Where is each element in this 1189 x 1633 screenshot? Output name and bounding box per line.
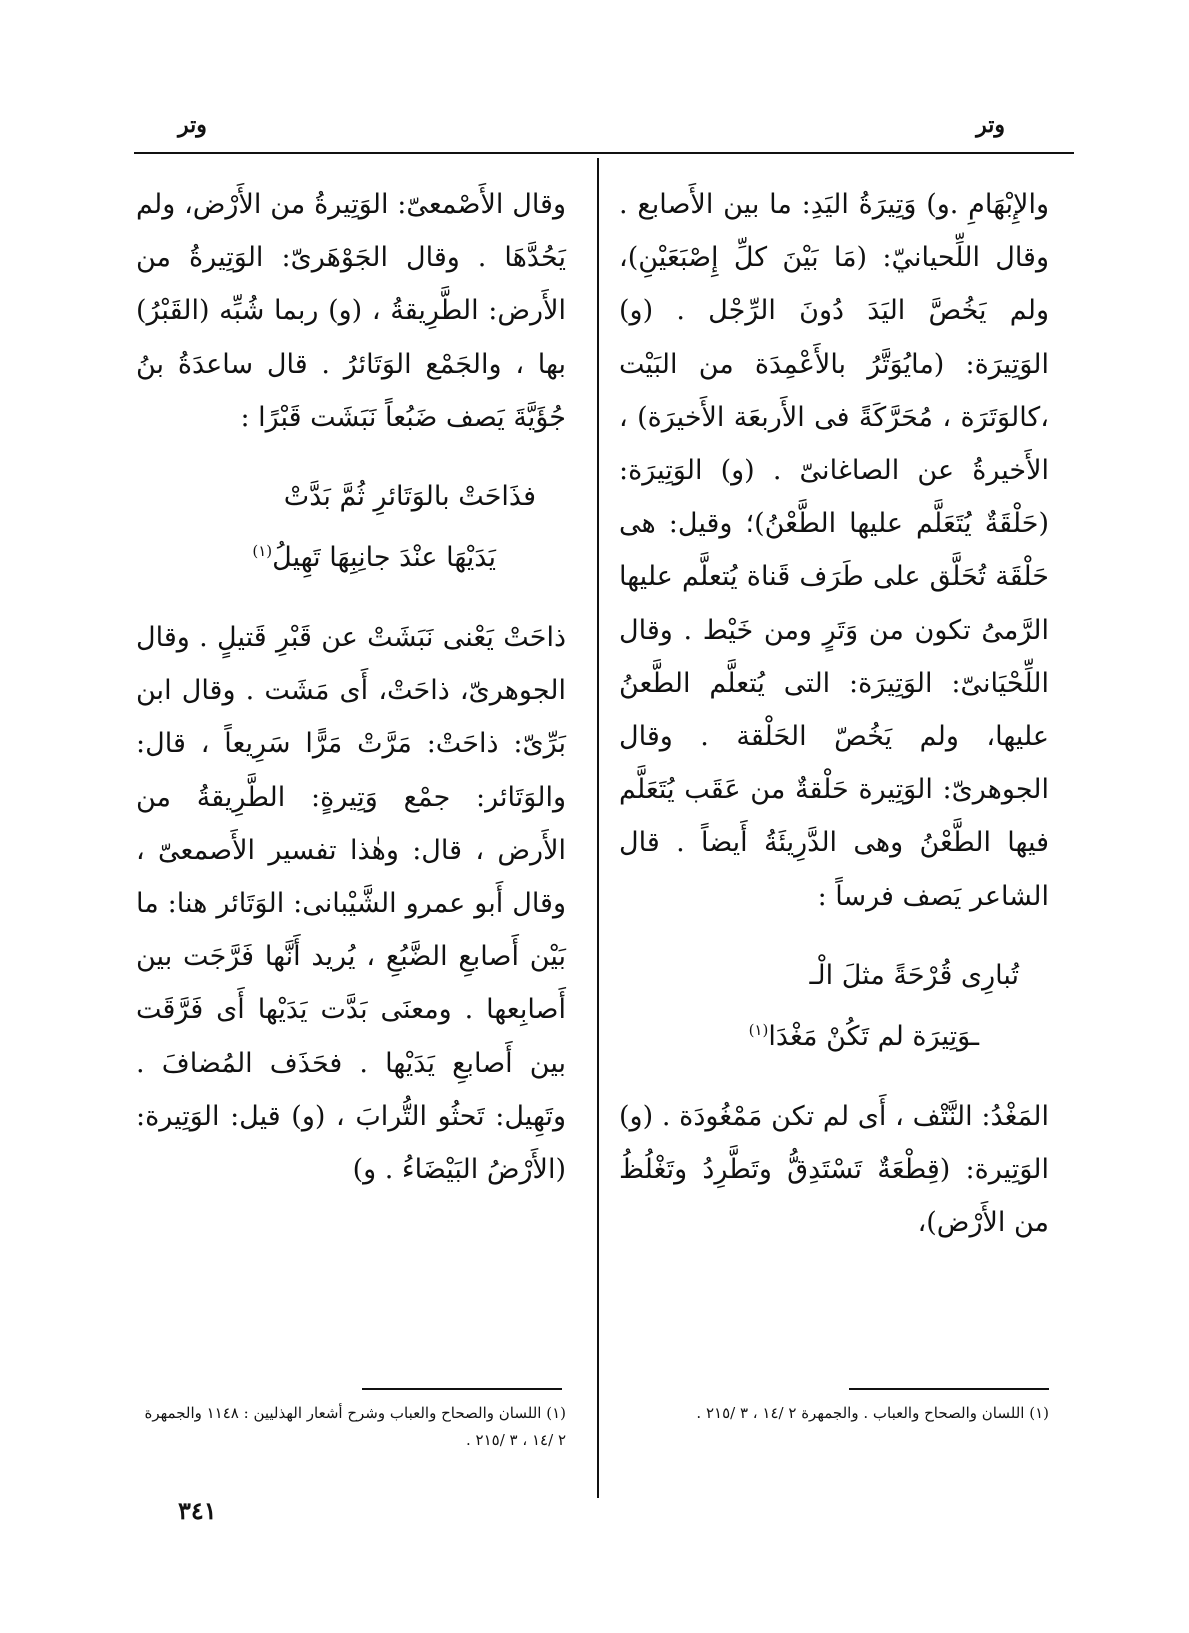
running-header-right: وتر — [976, 112, 1005, 138]
header-rule — [134, 152, 1074, 154]
left-footnote-rule — [362, 1388, 562, 1390]
page-number: ٣٤١ — [178, 1496, 217, 1525]
right-footnote-marker: (١) — [748, 1020, 769, 1039]
left-paragraph-2: ذاحَتْ يَعْنى نَبَشَتْ عن قَبْرِ قَتيلٍ . وقال الجوهرىّ، ذاحَتْ، أَى مَشَت . وقال ابن بَرِّىّ: ذاحَتْ: مَرَّتْ مَرًّا سَرِيعاً ، قال: والوَتَائر: جمْع وَتِيرةٍ: الطَّرِيقةُ من الأَرض ، قال: وهٰذا تفسير الأَصمعىّ ، وقال أَبو عمرو الشَّيْبانى: الوَتَائر هنا: ما بَيْن أَصابعِ الضَّبُعِ ، يُريد أَنَّها فَرَّجَت بين أَصابِعها . ومعنَى بَدَّت يَدَيْها أَى فَرَّقَت بين أَصابعِ يَدَيْها . فحَذَف المُضافَ . وتَهِيل: تَحثُو التُّرابَ ، (و) قيل: الوَتِيرة: (الأَرْضُ البَيْضَاءُ . و) — [136, 622, 566, 1186]
left-paragraph-1: وقال الأَصْمعىّ: الوَتِيرةُ من الأَرْض، ولم يَحُدَّهَا . وقال الجَوْهَرىّ: الوَتِيرةُ من الأَرض: الطَّرِيقةُ ، (و) ربما شُبِّه (القَبْرُ) بها ، والجَمْع الوَتَائرُ . قال ساعدَةُ بنُ جُؤَيَّةَ يَصف ضَبُعاً نَبَشَت قَبْرًا : — [136, 189, 566, 433]
left-footnote-marker: (١) — [252, 542, 273, 561]
right-footnote: (١) اللسان والصحاح والعباب . والجمهرة ٢ /١٤ ، ٣ /٢١٥ . — [696, 1404, 1049, 1422]
left-footnote: (١) اللسان والصحاح والعباب وشرح أشعار الهذليين : ١١٤٨ والجمهرة ٢ /١٤ ، ٣ /٢١٥ . — [144, 1404, 566, 1449]
right-footnote-rule — [849, 1388, 1049, 1390]
left-verse-line-1: فذَاحَتْ بالوَتَائرِ ثُمَّ بَدَّتْ — [283, 481, 536, 513]
right-verse-line-1: تُبارِى قُرْحَةً مثلَ الْـ — [809, 959, 1019, 991]
left-column — [136, 178, 566, 1196]
running-header-left: وتر — [178, 112, 207, 138]
column-divider — [597, 158, 599, 1498]
right-verse-line-2 — [619, 1003, 1019, 1064]
left-verse — [136, 470, 536, 585]
right-paragraph-2: المَغْدُ: النَّتْف ، أَى لم تكن مَمْغُودَة . (و) الوَتِيرة: (قِطْعَةٌ تَسْتَدِقُّ وتَطَّرِدُ وتَغْلُظُ من الأَرْض)، — [619, 1100, 1049, 1239]
right-verse-line-2-text: ـوَتِيرَة لم تَكُنْ مَغْدَا — [768, 1020, 979, 1052]
right-verse — [619, 949, 1019, 1064]
left-verse-line-2-text: يَدَيْهَا عنْدَ جانِبِهَا تَهِيلُ — [272, 542, 496, 574]
right-column — [619, 178, 1049, 1249]
right-paragraph-1: والإِبْهَامِ .و) وَتِيرَةُ اليَدِ: ما بين الأَصابع . وقال اللِّحيانيّ: (مَا بَيْنَ كلِّ إِصْبَعَيْنِ)، ولم يَخُصَّ اليَدَ دُونَ الرِّجْل . (و) الوَتِيرَة: (مايُوَتَّرُ بالأَعْمِدَة من البَيْت ،كالوَتَرَة ، مُحَرَّكَةً فى الأَربعَة الأَخيرَة) ، الأَخيرةُ عن الصاغانىّ . (و) الوَتِيرَة: (حَلْقَةٌ يُتَعَلَّم عليها الطَّعْنُ)؛ وقيل: هى حَلْقَة تُحَلَّق على طَرَف قَناة يُتعلَّم عليها الرَّمىُ تكون من وَتَرٍ ومن خَيْط . وقال اللِّحْيَانىّ: الوَتِيرَة: التى يُتعلَّم الطَّعنُ عليها، ولم يَخُصّ الحَلْقة . وقال الجوهرىّ: الوَتِيرة حَلْقةٌ من عَقَب يُتَعَلَّم فيها الطَّعْنُ وهى الدَّرِيئَةُ أَيضاً . قال الشاعر يَصف فرساً : — [619, 189, 1049, 912]
left-verse-line-2 — [136, 524, 536, 585]
